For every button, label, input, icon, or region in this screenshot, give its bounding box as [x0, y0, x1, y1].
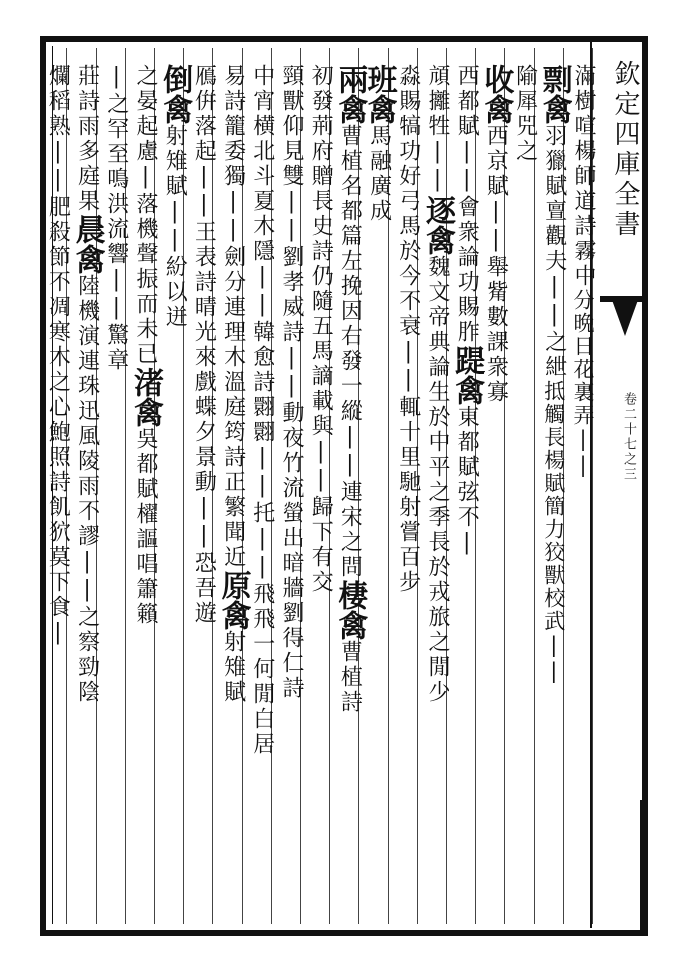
column-text: 羽獵賦亶觀夫||之紲	[541, 124, 567, 380]
column-text: 射雉賦||紛以迸	[162, 124, 188, 330]
column-text: 西都賦||會衆論功賜胙	[454, 64, 480, 345]
column-text: |之罕至	[103, 64, 129, 167]
headword: 收禽	[478, 64, 514, 124]
column-text: 易詩籠委獨||劍分連理木溫庭筠詩正繁聞近	[220, 64, 246, 570]
column-text: 中宵横北斗夏木隱||韓愈詩翾翾||托||飛飛一何閒白居	[249, 64, 275, 757]
column-text: 吳都賦櫂謳唱簫籟	[133, 427, 158, 627]
column-text: 頸獸仰見雙||劉孝威詩||動夜竹流螢出暗牆劉得仁詩	[279, 64, 304, 701]
headword: 班禽	[361, 64, 397, 124]
headword: 剽禽	[536, 64, 572, 124]
headword: 原禽	[215, 570, 251, 630]
headword: 踶禽	[449, 345, 485, 405]
column-text: 初發荊府贈長史詩仍隨五馬謫載與||歸	[308, 64, 334, 520]
column-text: 頏攡牲||	[425, 64, 450, 195]
column-text: 鴈倂落起||王表詩晴光來戲蝶夕景動||	[191, 64, 217, 551]
volume-label: 卷二十七之三	[621, 392, 636, 482]
column-text: 曹植名都篇左挽因右發一縱||連宋之問	[337, 124, 363, 580]
column-text: 淼賜犒功	[395, 64, 421, 164]
column-text: 西京賦||舉觜數課衆寡	[483, 124, 509, 405]
headword: 晨禽	[69, 214, 105, 274]
column-text: 曹植詩	[337, 640, 363, 715]
annotation: 分晩日花裏弄||	[571, 289, 595, 479]
text-column	[26, 64, 70, 924]
annotation: 抵觸長楊賦簡力狡獸校武||	[541, 380, 566, 685]
headword: 渚禽	[128, 367, 163, 427]
column-text: 落機聲振而未已	[133, 192, 158, 367]
headword: 兩禽	[332, 64, 368, 124]
column-text: 莊詩雨多庭果	[74, 64, 100, 214]
margin-rule	[640, 800, 646, 930]
column-text: 殺節不凋寒木之心鮑照詩飢狖莫下食|	[45, 220, 71, 648]
headword: 倒禽	[157, 64, 193, 124]
column-text: 下有交	[308, 520, 334, 595]
column-text: 馬融廣成	[366, 124, 392, 224]
headword: 逐禽	[420, 195, 455, 255]
column-text: 滿樹喧楊師道詩霧中	[571, 64, 596, 289]
column-text: 爛稻熟||肥	[45, 64, 71, 220]
headword: 棲禽	[332, 580, 368, 640]
column-text: 射雉賦	[220, 630, 246, 705]
column-text: 恐吾遊	[191, 551, 217, 626]
column-text: 東都賦弦不|	[454, 405, 480, 558]
book-title: 欽定四庫全書	[610, 60, 640, 240]
column-text: 陸機演連珠迅風陵雨不謬||之察勁陰	[74, 274, 100, 705]
column-text: 好弓馬於今不衰||輒十里馳射嘗百步	[395, 164, 421, 595]
column-text: 隃犀兕之	[512, 64, 538, 164]
column-text: 之晏起慮|	[133, 64, 158, 192]
column-text: 魏文帝典論生於中平之季長於戎旅之閒少	[425, 255, 450, 705]
column-text: 鳴洪流響||驚章	[103, 167, 129, 373]
fishtail-mark	[612, 300, 638, 336]
